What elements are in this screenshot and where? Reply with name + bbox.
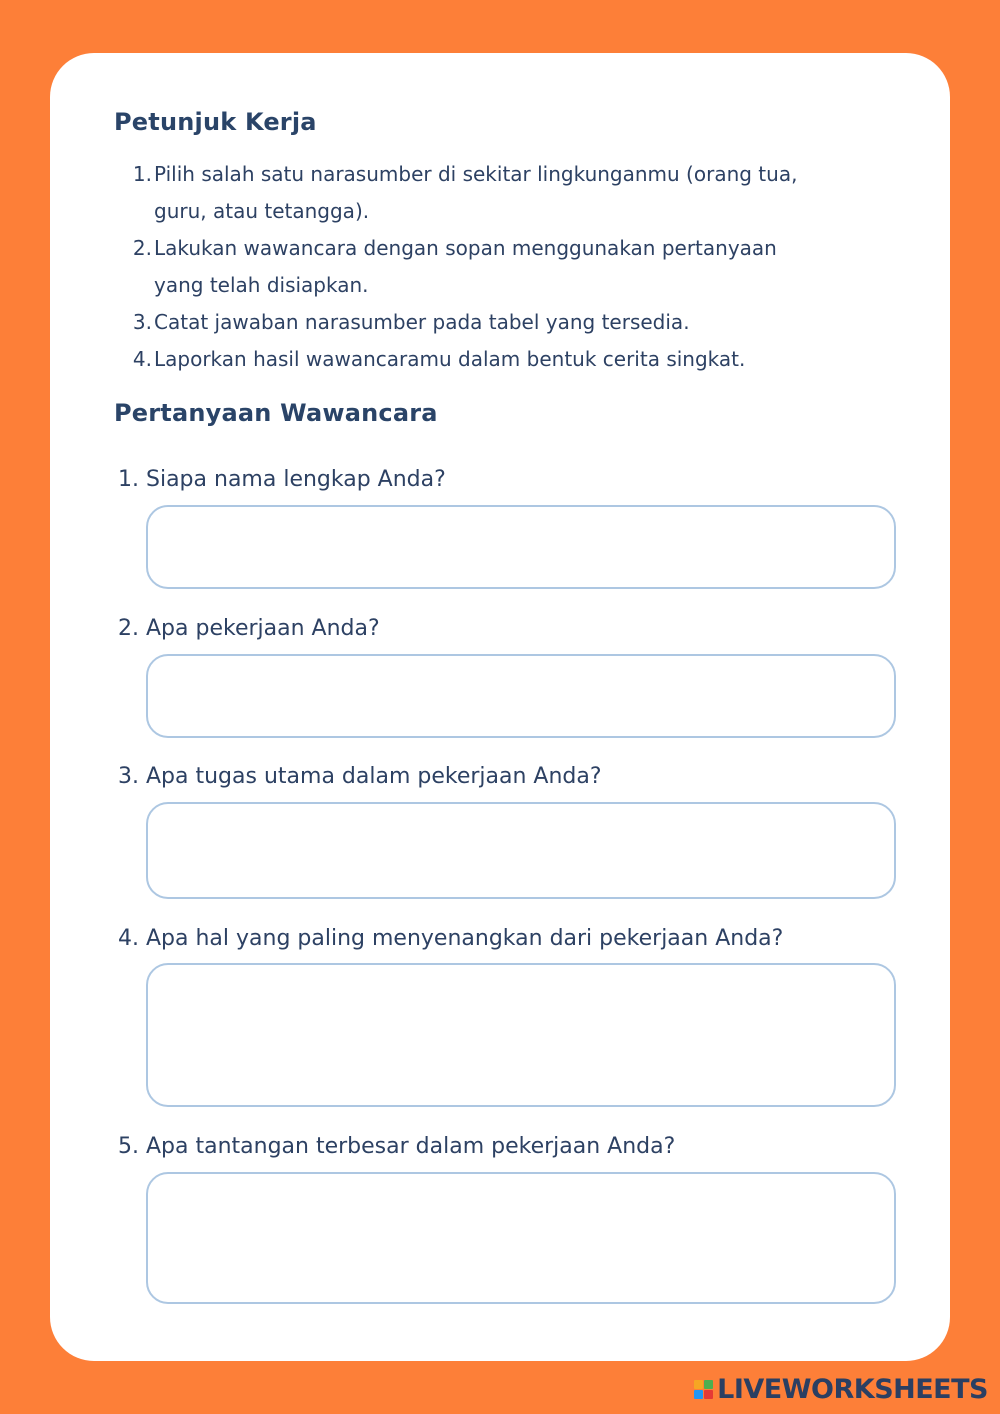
question-5	[118, 1132, 675, 1162]
question-text: Apa pekerjaan Anda?	[146, 616, 380, 641]
logo-block-v	[694, 1390, 703, 1399]
instruction-text: Pilih salah satu narasumber di sekitar lingkunganmu (orang tua,	[154, 162, 798, 186]
liveworksheets-logo	[694, 1374, 988, 1404]
instructions-list	[114, 156, 894, 378]
question-text: Apa tugas utama dalam pekerjaan Anda?	[146, 764, 602, 789]
question-text: Apa tantangan terbesar dalam pekerjaan Anda?	[146, 1134, 676, 1159]
instruction-text: Catat jawaban narasumber pada tabel yang tersedia.	[154, 310, 690, 334]
logo-text: LIVEWORKSHEETS	[717, 1373, 988, 1405]
instruction-item	[114, 156, 894, 230]
logo-blocks-icon	[694, 1380, 713, 1399]
question-number: 1.	[118, 467, 139, 492]
answer-box-5[interactable]	[146, 1172, 896, 1304]
logo-block-e	[704, 1390, 713, 1399]
instruction-item	[114, 341, 894, 378]
question-text: Siapa nama lengkap Anda?	[146, 467, 446, 492]
question-3	[118, 762, 602, 792]
instruction-number: 2.	[132, 236, 152, 260]
answer-box-1[interactable]	[146, 505, 896, 589]
question-number: 5.	[118, 1134, 139, 1159]
logo-block-i	[704, 1380, 713, 1389]
instruction-text: Laporkan hasil wawancaramu dalam bentuk cerita singkat.	[154, 347, 746, 371]
instruction-number: 3.	[132, 310, 152, 334]
question-number: 4.	[118, 926, 139, 951]
question-text: Apa hal yang paling menyenangkan dari pekerjaan Anda?	[146, 926, 784, 951]
instruction-text-continued: guru, atau tetangga).	[154, 199, 370, 223]
answer-box-4[interactable]	[146, 963, 896, 1107]
question-4	[118, 924, 783, 954]
question-2	[118, 614, 380, 644]
question-number: 3.	[118, 764, 139, 789]
answer-box-3[interactable]	[146, 802, 896, 899]
question-1	[118, 465, 446, 495]
instruction-text-continued: yang telah disiapkan.	[154, 273, 369, 297]
instruction-number: 4.	[132, 347, 152, 371]
interview-heading: Pertanyaan Wawancara	[114, 399, 438, 427]
instruction-item	[114, 304, 894, 341]
answer-box-2[interactable]	[146, 654, 896, 738]
question-number: 2.	[118, 616, 139, 641]
logo-block-l	[694, 1380, 703, 1389]
instruction-item	[114, 230, 894, 304]
instruction-number: 1.	[132, 162, 152, 186]
instruction-text: Lakukan wawancara dengan sopan menggunakan pertanyaan	[154, 236, 777, 260]
instructions-heading: Petunjuk Kerja	[114, 108, 317, 136]
